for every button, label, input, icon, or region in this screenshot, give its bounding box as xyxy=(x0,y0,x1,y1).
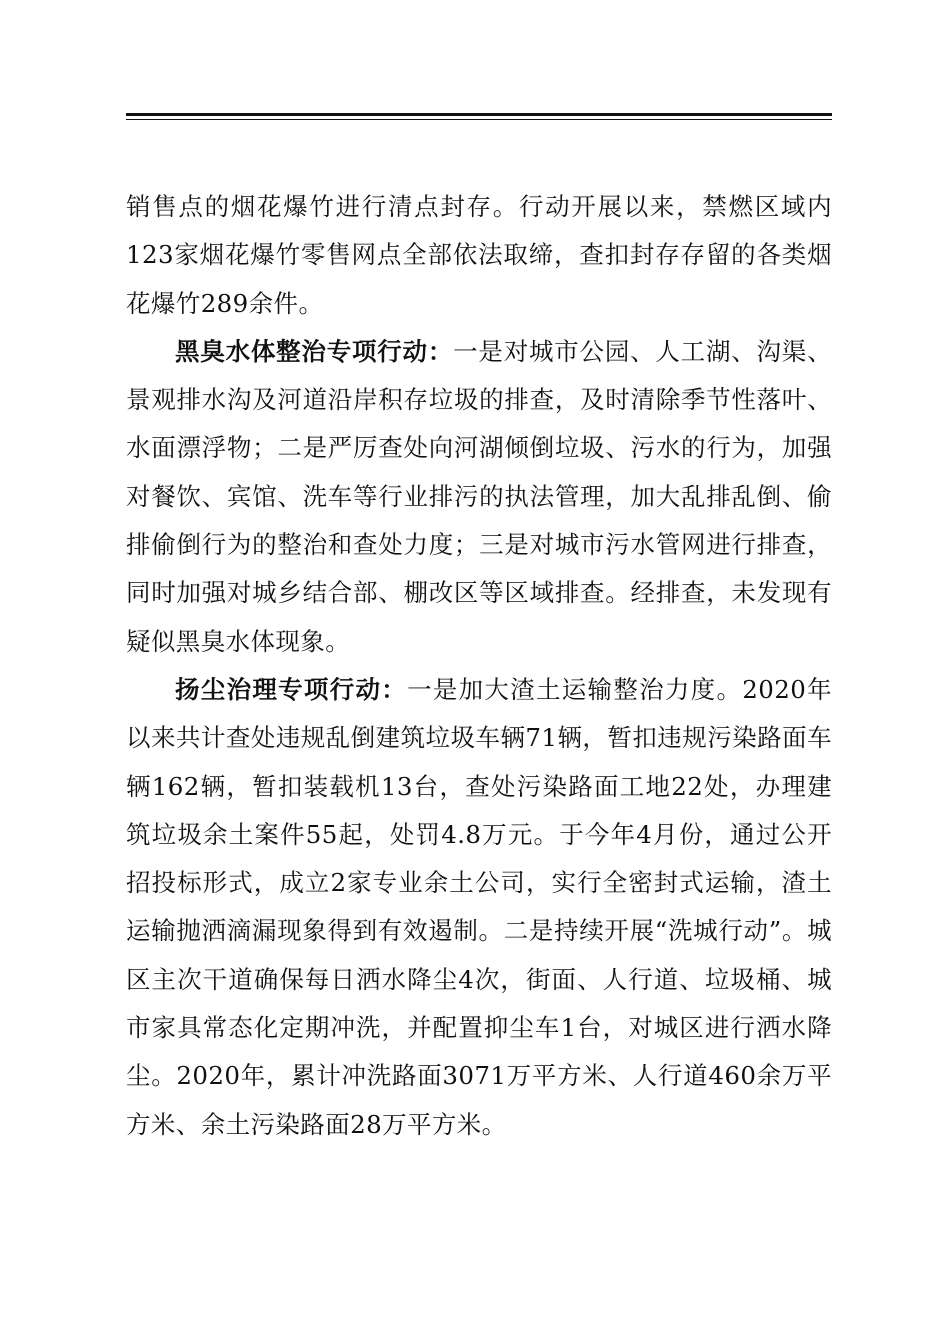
paragraph-text: 一是加大渣土运输整治力度。2020年以来共计查处违规乱倒建筑垃圾车辆71辆，暂扣违规污染路面车辆162辆，暂扣装载机13台，查处污染路面工地22处，办理建筑垃圾余土案件55起，处罚4.8万元。于今年4月份，通过公开招投标形式，成立2家专业余土公司，实行全密封式运输，渣土运输抛洒滴漏现象得到有效遏制。二是持续开展“洗城行动”。城区主次干道确保每日洒水降尘4次，街面、人行道、垃圾桶、城市家具常态化定期冲洗，并配置抑尘车1台，对城区进行洒水降尘。2020年，累计冲洗路面3071万平方米、人行道460余万平方米、余土污染路面28万平方米。 xyxy=(126,674,832,1139)
paragraph-black-odorous-water xyxy=(126,328,832,666)
paragraph-text: 销售点的烟花爆竹进行清点封存。行动开展以来，禁燃区域内123家烟花爆竹零售网点全部依法取缔，查扣封存存留的各类烟花爆竹289余件。 xyxy=(126,192,832,318)
document-body xyxy=(126,183,832,1149)
paragraph-heading: 黑臭水体整治专项行动： xyxy=(175,336,454,366)
header-rule-thin xyxy=(126,119,832,120)
paragraph-heading: 扬尘治理专项行动： xyxy=(175,674,408,704)
paragraph-text: 一是对城市公园、人工湖、沟渠、景观排水沟及河道沿岸积存垃圾的排查，及时清除季节性落叶、水面漂浮物；二是严厉查处向河湖倾倒垃圾、污水的行为，加强对餐饮、宾馆、洗车等行业排污的执法管理，加大乱排乱倒、偷排偷倒行为的整治和查处力度；三是对城市污水管网进行排查，同时加强对城乡结合部、棚改区等区域排查。经排查，未发现有疑似黑臭水体现象。 xyxy=(126,336,832,656)
paragraph-continued xyxy=(126,183,832,328)
header-rule-thick xyxy=(126,113,832,116)
paragraph-dust-control xyxy=(126,666,832,1149)
